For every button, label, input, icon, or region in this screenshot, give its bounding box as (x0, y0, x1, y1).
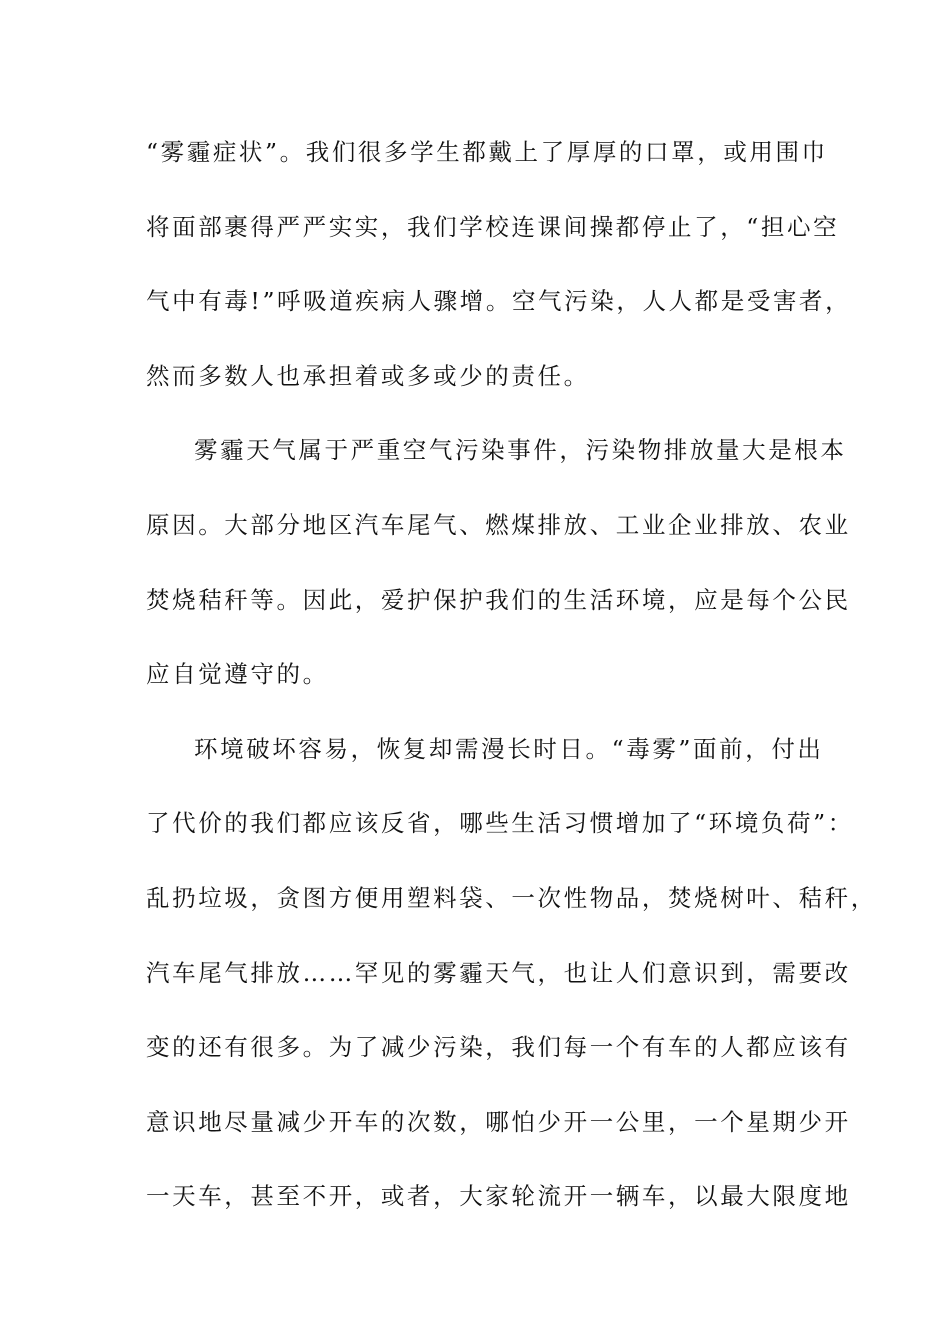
text-line: 气中有毒!”呼吸道疾病人骤增。空气污染，人人都是受害者， (146, 287, 852, 316)
text-line: “雾霾症状”。我们很多学生都戴上了厚厚的口罩，或用围巾 (146, 138, 828, 166)
text-line: 然而多数人也承担着或多或少的责任。 (146, 361, 590, 390)
text-line: 将面部裹得严严实实，我们学校连课间操都停止了，“担心空 (146, 212, 840, 241)
paragraph-first-line: 环境破坏容易，恢复却需漫长时日。“毒雾”面前，付出 (194, 734, 824, 763)
text-line: 汽车尾气排放……罕见的雾霾天气，也让人们意识到，需要改 (146, 958, 851, 987)
text-line: 一天车，甚至不开，或者，大家轮流开一辆车，以最大限度地 (146, 1182, 851, 1211)
text-line: 变的还有很多。为了减少污染，我们每一个有车的人都应该有 (146, 1033, 851, 1062)
text-line: 了代价的我们都应该反省，哪些生活习惯增加了“环境负荷”： (146, 809, 854, 838)
paragraph-first-line: 雾霾天气属于严重空气污染事件，污染物排放量大是根本 (194, 436, 847, 465)
text-line: 乱扔垃圾，贪图方便用塑料袋、一次性物品，焚烧树叶、秸秆， (146, 883, 877, 912)
text-line: 原因。大部分地区汽车尾气、燃煤排放、工业企业排放、农业 (146, 510, 851, 539)
text-line: 应自觉遵守的。 (146, 660, 329, 689)
text-line: 焚烧秸秆等。因此，爱护保护我们的生活环境，应是每个公民 (146, 585, 851, 614)
text-line: 意识地尽量减少开车的次数，哪怕少开一公里，一个星期少开 (146, 1107, 851, 1136)
body-text (146, 124, 877, 1243)
